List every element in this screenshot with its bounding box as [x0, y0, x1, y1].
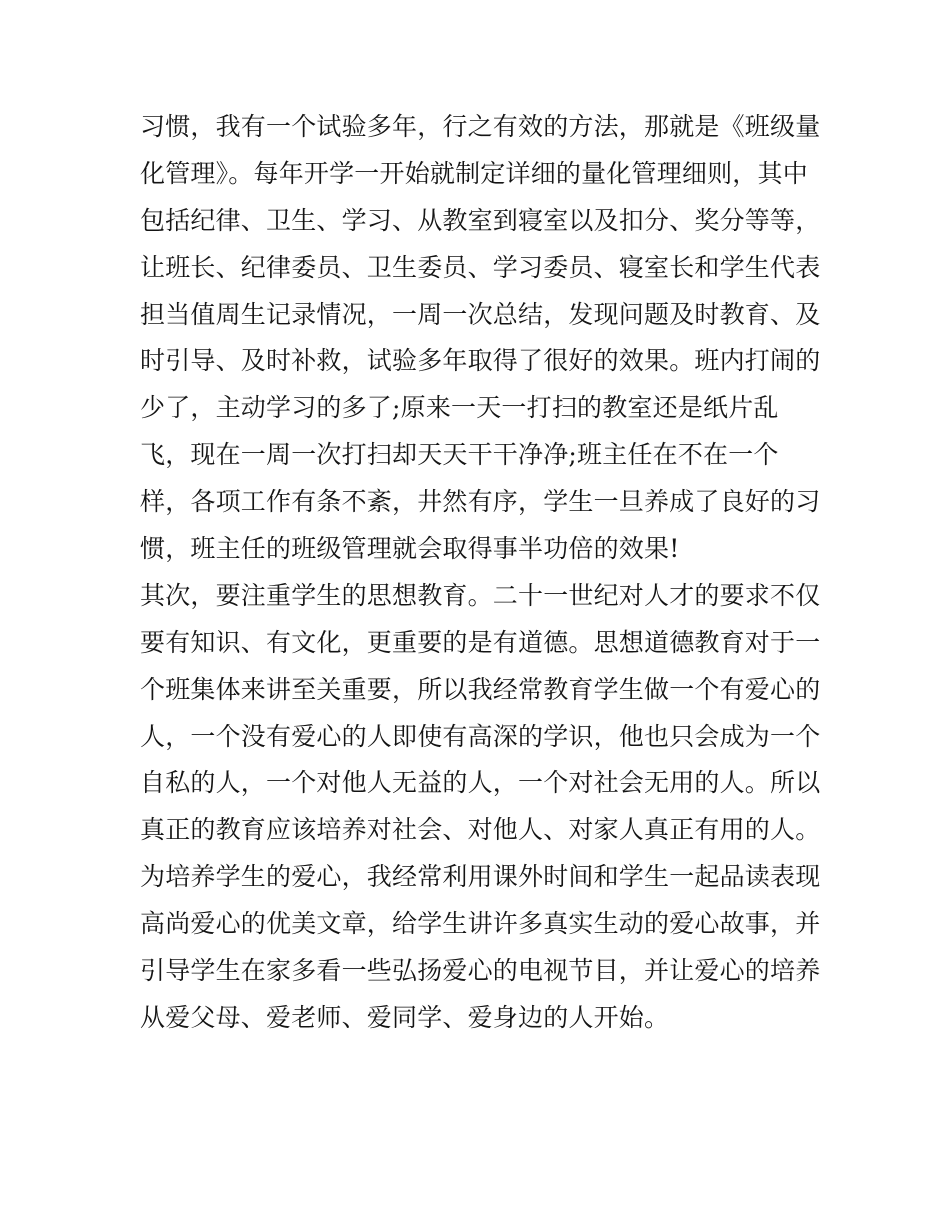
text-line: 为培养学生的爱心，我经常利用课外时间和学生一起品读表现 — [140, 862, 821, 892]
text-line: 样，各项工作有条不紊，井然有序，学生一旦养成了良好的习 — [140, 487, 821, 517]
body-text — [140, 104, 830, 1042]
text-line: 化管理》。每年开学一开始就制定详细的量化管理细则，其中 — [140, 158, 808, 188]
text-line: 引导学生在家多看一些弘扬爱心的电视节目，并让爱心的培养 — [140, 956, 821, 986]
text-line: 少了，主动学习的多了;原来一天一打扫的教室还是纸片乱 — [140, 393, 779, 423]
text-line: 高尚爱心的优美文章，给学生讲许多真实生动的爱心故事，并 — [140, 909, 821, 939]
text-line: 包括纪律、卫生、学习、从教室到寝室以及扣分、奖分等等， — [140, 205, 821, 235]
text-line: 自私的人，一个对他人无益的人，一个对社会无用的人。所以 — [140, 768, 821, 798]
text-line: 飞，现在一周一次打扫却天天干干净净;班主任在不在一个 — [140, 440, 779, 470]
text-line: 时引导、及时补救，试验多年取得了很好的效果。班内打闹的 — [140, 346, 821, 376]
text-line: 其次，要注重学生的思想教育。二十一世纪对人才的要求不仅 — [140, 580, 821, 610]
text-line: 习惯，我有一个试验多年，行之有效的方法，那就是《班级量 — [140, 112, 821, 141]
text-line: 惯，班主任的班级管理就会取得事半功倍的效果! — [140, 534, 680, 564]
text-line: 人，一个没有爱心的人即使有高深的学识，他也只会成为一个 — [140, 721, 821, 751]
text-line: 让班长、纪律委员、卫生委员、学习委员、寝室长和学生代表 — [140, 252, 821, 282]
text-line: 要有知识、有文化，更重要的是有道德。思想道德教育对于一 — [140, 627, 821, 657]
text-line: 个班集体来讲至关重要，所以我经常教育学生做一个有爱心的 — [140, 674, 821, 704]
text-line: 担当值周生记录情况，一周一次总结，发现问题及时教育、及 — [140, 299, 821, 329]
text-line: 真正的教育应该培养对社会、对他人、对家人真正有用的人。 — [140, 815, 821, 845]
text-line: 从爱父母、爱老师、爱同学、爱身边的人开始。 — [140, 1002, 670, 1032]
